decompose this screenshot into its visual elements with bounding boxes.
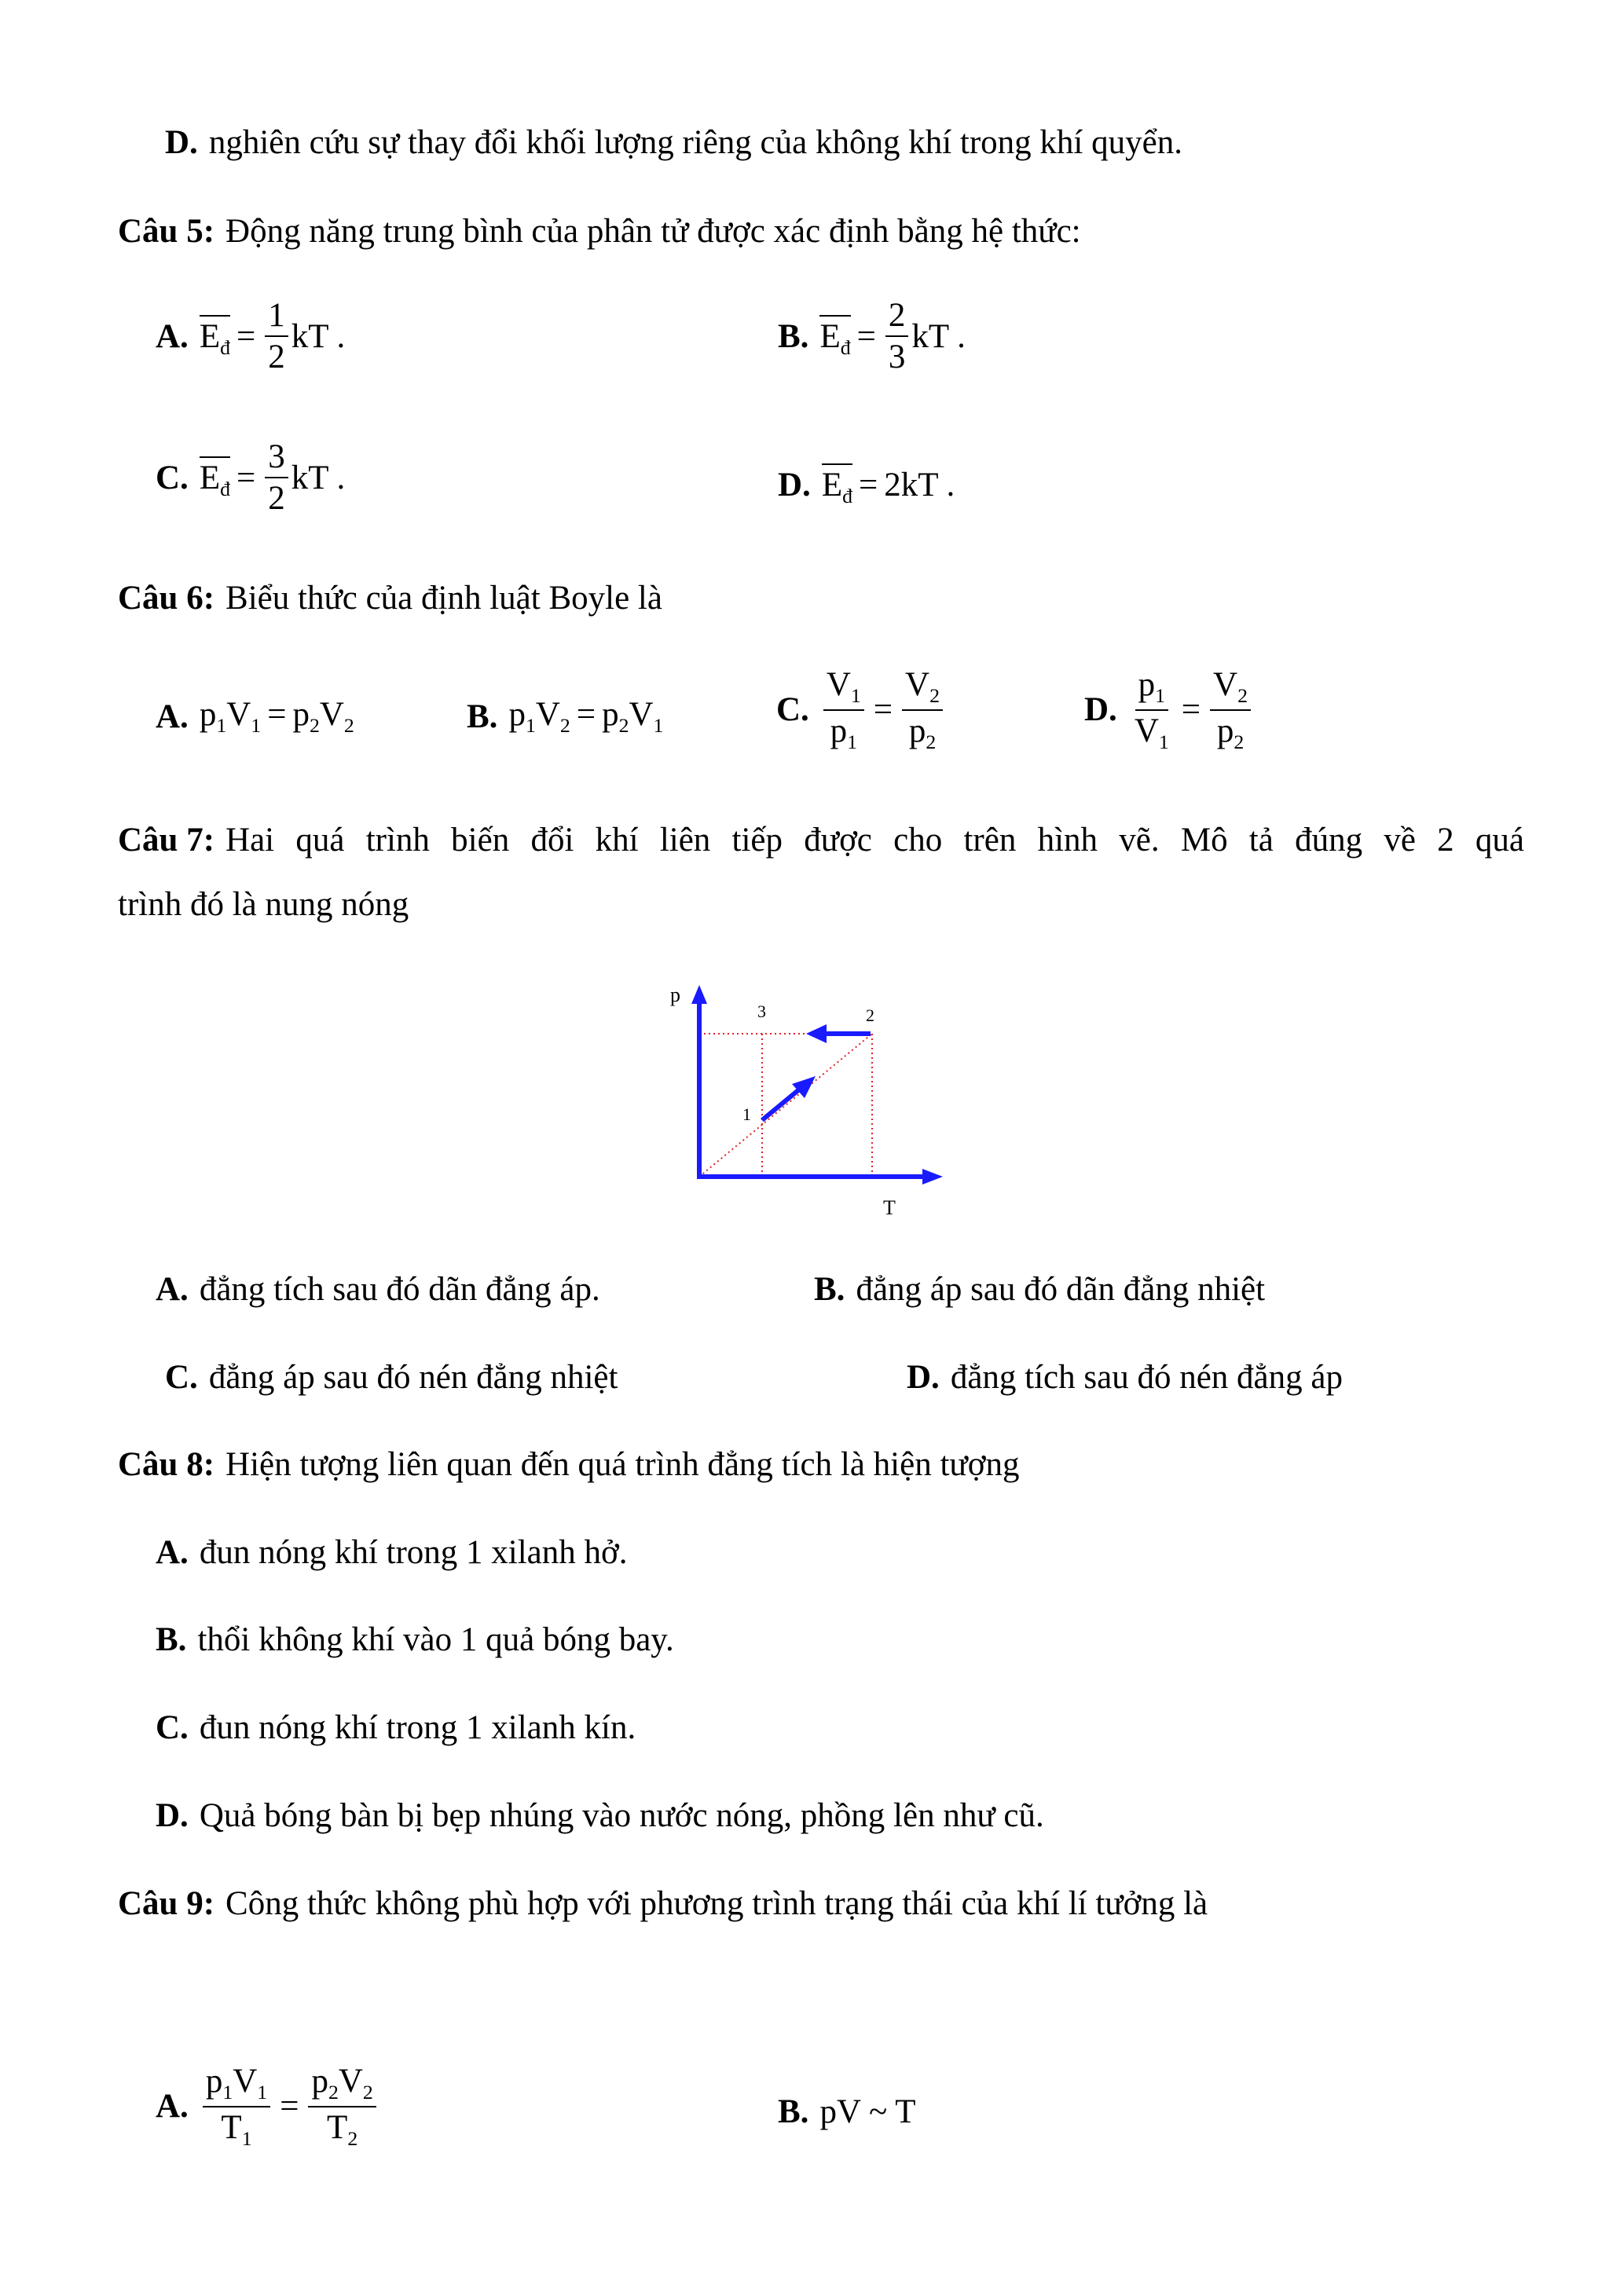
option-text: đẳng áp sau đó dãn đẳng nhiệt bbox=[856, 1271, 1266, 1308]
q6-option-a[interactable] bbox=[156, 698, 354, 736]
q8-stem bbox=[118, 1448, 1019, 1481]
process-arrow-2-3-head bbox=[806, 1024, 827, 1043]
question-text: Biểu thức của định luật Boyle là bbox=[225, 580, 662, 617]
fraction: $\frac{p_1V_1}{T_1}$ bbox=[203, 2064, 270, 2149]
process-arrow-1-2 bbox=[762, 1086, 803, 1120]
option-label: C. bbox=[156, 459, 189, 496]
question-text: trình đó là nung nóng bbox=[118, 886, 409, 923]
pt-diagram bbox=[660, 980, 959, 1240]
energy-symbol: $E_đ$ bbox=[200, 315, 230, 358]
q6-option-b[interactable] bbox=[467, 698, 663, 736]
q8-option-a[interactable] bbox=[156, 1536, 628, 1569]
t-axis-label: T bbox=[883, 1196, 896, 1219]
q5-stem bbox=[118, 214, 1081, 248]
option-label: D. bbox=[156, 1797, 189, 1834]
point-3-label: 3 bbox=[757, 1002, 766, 1021]
question-label: Câu 5: bbox=[118, 213, 215, 250]
q8-option-d[interactable] bbox=[156, 1799, 1044, 1833]
point-1-label: 1 bbox=[742, 1104, 751, 1124]
q7-option-a[interactable] bbox=[156, 1273, 600, 1306]
question-label: Câu 7: bbox=[118, 822, 215, 859]
option-text: đun nóng khí trong 1 xilanh hở. bbox=[199, 1534, 628, 1571]
option-label: D. bbox=[778, 466, 811, 504]
fraction: $\frac{p_1}{V_1}$ bbox=[1134, 666, 1169, 753]
q9-option-b[interactable] bbox=[778, 2095, 915, 2129]
q9-stem bbox=[118, 1887, 1208, 1921]
option-label: D. bbox=[907, 1359, 940, 1396]
option-text: đẳng áp sau đó nén đẳng nhiệt bbox=[208, 1359, 618, 1396]
option-label: A. bbox=[156, 1271, 189, 1308]
option-text: đun nóng khí trong 1 xilanh kín. bbox=[199, 1709, 636, 1746]
option-text: thổi không khí vào 1 quả bóng bay. bbox=[197, 1621, 674, 1658]
option-label: B. bbox=[156, 1621, 187, 1658]
question-label: Câu 9: bbox=[118, 1885, 215, 1922]
question-label: Câu 8: bbox=[118, 1446, 215, 1483]
q7-option-b[interactable] bbox=[814, 1273, 1265, 1306]
option-label: A. bbox=[156, 2088, 189, 2126]
option-label: A. bbox=[156, 698, 189, 735]
fraction: $\frac{2}{3}$ bbox=[885, 298, 909, 374]
q8-option-b[interactable] bbox=[156, 1623, 674, 1657]
fraction: $\frac{1}{2}$ bbox=[265, 298, 288, 374]
q7-stem-line1 bbox=[118, 823, 1524, 857]
guide-line-diagonal bbox=[699, 1034, 872, 1177]
option-label: B. bbox=[778, 2093, 809, 2130]
option-label: D. bbox=[165, 124, 198, 161]
option-text: đẳng tích sau đó dãn đẳng áp. bbox=[199, 1271, 600, 1308]
q7-stem-line2 bbox=[118, 888, 409, 921]
p-axis-arrowhead bbox=[691, 985, 707, 1004]
question-text: Công thức không phù hợp với phương trình trạng thái của khí lí tưởng là bbox=[225, 1885, 1208, 1922]
option-label: A. bbox=[156, 1534, 189, 1571]
t-axis-arrowhead bbox=[922, 1169, 943, 1185]
formula: $p_1V_2 = p_2V_1$ bbox=[508, 696, 664, 738]
fraction: $\frac{3}{2}$ bbox=[265, 440, 288, 515]
fraction: $\frac{V_2}{p_2}$ bbox=[1210, 668, 1251, 753]
q9-option-a[interactable]: A. $\frac{p_1V_1}{T_1}$ = $\frac{p_2V_2}{T_2}$ bbox=[156, 2064, 379, 2149]
p-axis-label: p bbox=[670, 983, 680, 1006]
question-text: Động năng trung bình của phân tử được xác định bằng hệ thức: bbox=[225, 213, 1081, 250]
question-text: Hiện tượng liên quan đến quá trình đẳng tích là hiện tượng bbox=[225, 1446, 1020, 1483]
option-label: D. bbox=[1084, 691, 1117, 729]
energy-symbol: $E_đ$ bbox=[822, 463, 852, 507]
q7-option-d[interactable] bbox=[907, 1360, 1343, 1394]
q6-stem bbox=[118, 581, 662, 615]
q6-option-d[interactable]: D. $\frac{p_1}{V_1}$ = $\frac{V_2}{p_2}$ bbox=[1084, 668, 1254, 753]
option-label: C. bbox=[776, 691, 809, 729]
option-label: B. bbox=[467, 698, 498, 735]
fraction: $\frac{p_2V_2}{T_2}$ bbox=[308, 2064, 376, 2149]
option-label: B. bbox=[814, 1271, 845, 1308]
option-label: C. bbox=[156, 1709, 189, 1746]
option-text: nghiên cứu sự thay đổi khối lượng riêng của không khí trong khí quyển. bbox=[208, 124, 1182, 161]
q5-option-c[interactable]: C. $E_đ$ = $\frac{3}{2}$ kT . bbox=[156, 438, 346, 517]
q4-option-d[interactable] bbox=[165, 126, 1182, 159]
energy-symbol: $E_đ$ bbox=[200, 456, 230, 500]
formula: $p_1V_1 = p_2V_2$ bbox=[199, 696, 354, 738]
q5-option-a[interactable]: A. $E_đ$ = $\frac{1}{2}$ kT . bbox=[156, 297, 346, 375]
q5-option-b[interactable]: B. $E_đ$ = $\frac{2}{3}$ kT . bbox=[778, 297, 966, 375]
point-2-label: 2 bbox=[866, 1005, 874, 1025]
option-text: Quả bóng bàn bị bẹp nhúng vào nước nóng, phồng lên như cũ. bbox=[199, 1797, 1044, 1834]
q6-option-c[interactable]: C. $\frac{V_1}{p_1}$ = $\frac{V_2}{p_2}$ bbox=[776, 668, 946, 753]
question-text: Hai quá trình biến đổi khí liên tiếp được cho trên hình vẽ. Mô tả đúng về 2 quá bbox=[225, 822, 1524, 859]
q5-option-d[interactable]: D. $E_đ$ = 2kT . bbox=[778, 463, 955, 507]
fraction: $\frac{V_2}{p_2}$ bbox=[902, 668, 943, 753]
option-label: A. bbox=[156, 317, 189, 355]
option-label: B. bbox=[778, 317, 809, 355]
option-text: pV ~ T bbox=[819, 2093, 916, 2130]
energy-symbol: $E_đ$ bbox=[819, 315, 850, 358]
q7-option-c[interactable] bbox=[165, 1360, 618, 1394]
fraction: $\frac{V_1}{p_1}$ bbox=[823, 668, 864, 753]
option-text: đẳng tích sau đó nén đẳng áp bbox=[950, 1359, 1343, 1396]
q8-option-c[interactable] bbox=[156, 1711, 636, 1745]
question-label: Câu 6: bbox=[118, 580, 215, 617]
option-label: C. bbox=[165, 1359, 198, 1396]
